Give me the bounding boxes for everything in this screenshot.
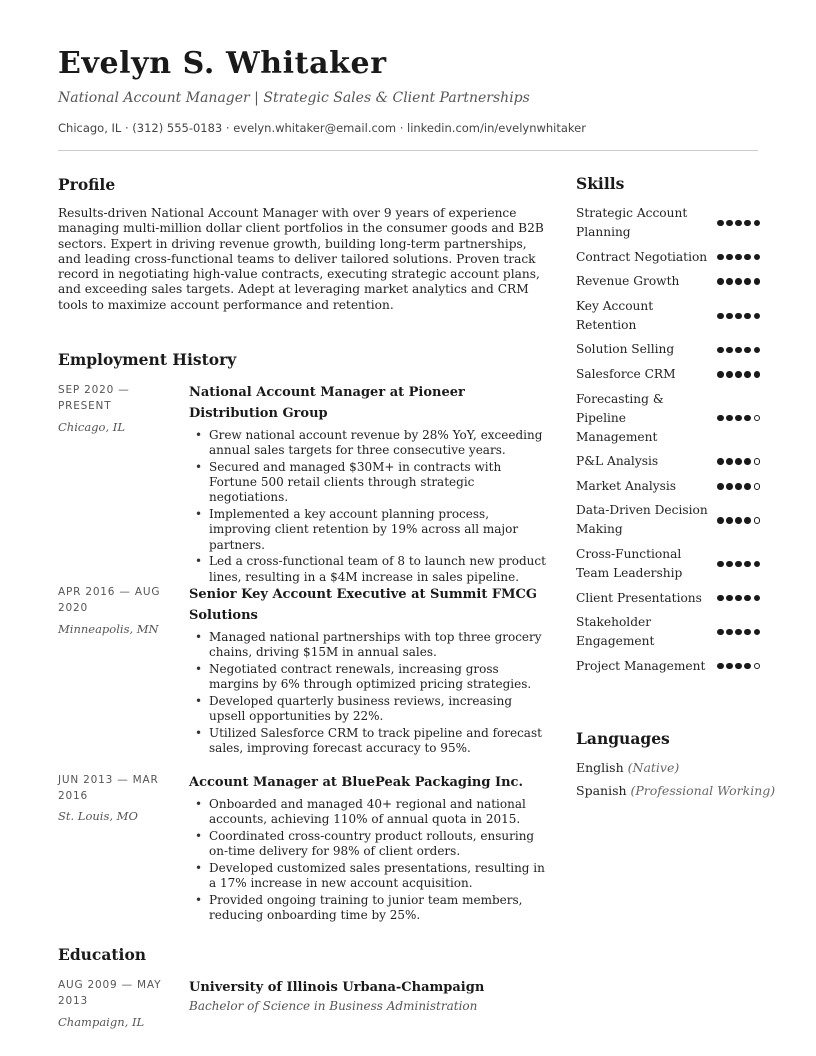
filled-dot-icon [717,278,724,285]
filled-dot-icon [754,561,761,568]
language-name: English [576,760,624,775]
skill-item [576,657,762,676]
filled-dot-icon [717,313,724,320]
job-bullet [189,554,551,584]
job-bullet-text: Negotiated contract renewals, increasing gross margins by 6% through optimized pricing strategies. [209,662,532,692]
filled-dot-icon [726,517,733,524]
filled-dot-icon [744,254,751,261]
job-dates: JUN 2013 — MAR 2016 [58,774,159,802]
skill-item [576,589,762,608]
filled-dot-icon [754,313,761,320]
filled-dot-icon [717,415,724,422]
skill-item [576,297,762,335]
job-bullet-text: Grew national account revenue by 28% YoY, exceeding annual sales targets for three consecutive years. [209,428,543,458]
bullet-icon: • [195,428,203,442]
job-bullet [189,861,551,891]
filled-dot-icon [717,371,724,378]
filled-dot-icon [717,517,724,524]
filled-dot-icon [754,254,761,261]
filled-dot-icon [744,278,751,285]
job-bullet [189,797,551,827]
filled-dot-icon [744,595,751,602]
skill-rating [717,561,760,568]
job-dates: SEP 2020 — PRESENT [58,384,130,412]
skill-item [576,272,762,291]
bullet-icon: • [195,554,203,569]
job-bullet-text: Developed customized sales presentations, resulting in a 17% increase in new account acquisition. [209,861,545,891]
job-bullet [189,460,551,506]
filled-dot-icon [735,483,742,490]
filled-dot-icon [735,254,742,261]
language-item [576,760,679,775]
employment-heading: Employment History [58,350,237,369]
job-bullets [189,428,551,586]
bullet-icon: • [195,460,203,474]
filled-dot-icon [726,663,733,670]
filled-dot-icon [754,278,761,285]
filled-dot-icon [735,278,742,285]
contact-line: Chicago, IL · (312) 555-0183 · evelyn.whitaker@email.com · linkedin.com/in/evelynwhitaker [58,121,586,135]
skill-rating [717,629,760,636]
job-bullet-text: Implemented a key account planning process, improving client retention by 19% across all major partners. [209,507,519,552]
job-location: Minneapolis, MN [58,622,159,636]
skill-item [576,340,762,359]
skill-item [576,248,762,267]
job-bullet-text: Provided ongoing training to junior team members, reducing onboarding time by 25%. [209,893,523,923]
filled-dot-icon [735,220,742,227]
bullet-icon: • [195,726,203,740]
skill-item [576,477,762,496]
skill-rating [717,278,760,285]
profile-heading: Profile [58,175,116,194]
skill-name: Stakeholder Engagement [576,615,655,649]
empty-dot-icon [754,415,761,422]
job-bullet-text: Onboarded and managed 40+ regional and national accounts, achieving 110% of annual quota in 2015. [209,797,526,827]
filled-dot-icon [744,220,751,227]
skills-heading: Skills [576,174,625,193]
filled-dot-icon [726,595,733,602]
job-bullet-text: Secured and managed $30M+ in contracts with Fortune 500 retail clients through strategic negotiations. [209,460,502,505]
filled-dot-icon [754,347,761,354]
filled-dot-icon [744,313,751,320]
job-title: Account Manager at BluePeak Packaging Inc. [189,775,523,790]
filled-dot-icon [735,629,742,636]
filled-dot-icon [726,483,733,490]
filled-dot-icon [726,458,733,465]
bullet-icon: • [195,662,203,676]
skill-name: Market Analysis [576,478,677,493]
filled-dot-icon [735,595,742,602]
job-bullet [189,507,551,553]
bullet-icon: • [195,630,203,644]
job-bullet [189,428,551,458]
filled-dot-icon [726,313,733,320]
filled-dot-icon [754,629,761,636]
filled-dot-icon [744,371,751,378]
skill-name: Revenue Growth [576,274,680,289]
skill-name: Contract Negotiation [576,249,708,264]
skill-item [576,204,762,242]
filled-dot-icon [735,458,742,465]
filled-dot-icon [744,629,751,636]
filled-dot-icon [744,347,751,354]
filled-dot-icon [744,415,751,422]
filled-dot-icon [735,371,742,378]
filled-dot-icon [726,254,733,261]
skill-rating [717,220,760,227]
filled-dot-icon [735,517,742,524]
job-bullet [189,726,551,756]
skill-item [576,501,762,539]
filled-dot-icon [717,595,724,602]
bullet-icon: • [195,829,203,843]
filled-dot-icon [717,220,724,227]
profile-text: Results-driven National Account Manager with over 9 years of experience managing multi-million dollar client portfolios in the consumer goods and B2B sectors. Expert in driving revenue growth, building long-term partnerships, and leading cross-functional teams to deliver tailored solutions. Proven track record in negotiating high-value contracts, executing strategic account plans, and exceeding sales targets. Adept at leveraging market analytics and CRM tools to maximize account performance and retention. [58,206,544,312]
skill-rating [717,347,760,354]
job-bullet [189,829,551,859]
skill-rating [717,458,760,465]
skill-rating [717,313,760,320]
bullet-icon: • [195,507,203,522]
skill-item [576,390,762,447]
filled-dot-icon [744,663,751,670]
filled-dot-icon [717,561,724,568]
skill-rating [717,371,760,378]
skill-rating [717,483,760,490]
bullet-icon: • [195,797,203,811]
skill-name: Data-Driven Decision Making [576,503,708,537]
job-bullet-text: Developed quarterly business reviews, increasing upsell opportunities by 22%. [209,694,513,724]
skill-item [576,365,762,384]
filled-dot-icon [754,595,761,602]
skill-rating [717,595,760,602]
skill-item [576,613,762,651]
skill-name: Solution Selling [576,342,675,357]
education-location: Champaign, IL [58,1015,145,1029]
filled-dot-icon [735,561,742,568]
language-item [576,783,775,798]
skill-name: Project Management [576,658,706,673]
filled-dot-icon [735,663,742,670]
languages-heading: Languages [576,729,670,748]
skill-rating [717,254,760,261]
job-title: Senior Key Account Executive at Summit FMCG Solutions [189,587,537,623]
education-degree: Bachelor of Science in Business Administration [189,999,478,1013]
job-bullet [189,662,551,692]
skill-item [576,452,762,471]
filled-dot-icon [717,347,724,354]
filled-dot-icon [726,278,733,285]
job-bullet-text: Led a cross-functional team of 8 to launch new product lines, resulting in a $4M increase in sales pipeline. [209,554,546,584]
filled-dot-icon [717,483,724,490]
bullet-icon: • [195,861,203,875]
empty-dot-icon [754,483,761,490]
skill-rating [717,663,760,670]
job-location: St. Louis, MO [58,809,138,823]
filled-dot-icon [735,313,742,320]
skill-name: P&L Analysis [576,454,659,469]
filled-dot-icon [726,415,733,422]
filled-dot-icon [744,561,751,568]
language-level: (Professional Working) [630,783,776,798]
job-bullet [189,694,551,724]
skill-name: Cross-Functional Team Leadership [576,546,683,580]
header-divider [58,150,758,151]
job-bullet-text: Utilized Salesforce CRM to track pipeline and forecast sales, improving forecast accuracy to 95%. [209,726,542,756]
job-bullet-text: Coordinated cross-country product rollouts, ensuring on-time delivery for 98% of client orders. [209,829,535,859]
education-school: University of Illinois Urbana-Champaign [189,980,485,995]
filled-dot-icon [726,371,733,378]
filled-dot-icon [726,347,733,354]
job-title: National Account Manager at Pioneer Distribution Group [189,385,465,421]
candidate-name: Evelyn S. Whitaker [58,46,387,81]
skill-name: Forecasting & Pipeline Management [576,391,664,444]
job-bullet-text: Managed national partnerships with top three grocery chains, driving $15M in annual sales. [209,630,542,660]
empty-dot-icon [754,458,761,465]
job-bullets [189,630,551,758]
skill-rating [717,517,760,524]
filled-dot-icon [717,629,724,636]
filled-dot-icon [744,483,751,490]
filled-dot-icon [717,663,724,670]
filled-dot-icon [726,220,733,227]
language-name: Spanish [576,783,627,798]
job-bullets [189,797,551,925]
filled-dot-icon [735,415,742,422]
filled-dot-icon [726,629,733,636]
skill-name: Client Presentations [576,590,702,605]
filled-dot-icon [717,458,724,465]
empty-dot-icon [754,663,761,670]
filled-dot-icon [735,347,742,354]
skill-name: Strategic Account Planning [576,206,688,239]
bullet-icon: • [195,893,203,907]
filled-dot-icon [726,561,733,568]
skills-list [576,204,762,681]
language-level: (Native) [627,760,680,775]
empty-dot-icon [754,517,761,524]
skill-name: Key Account Retention [576,298,654,332]
bullet-icon: • [195,694,203,708]
filled-dot-icon [754,220,761,227]
job-dates: APR 2016 — AUG 2020 [58,586,161,614]
job-location: Chicago, IL [58,420,125,434]
education-heading: Education [58,945,147,964]
skill-rating [717,415,760,422]
filled-dot-icon [744,458,751,465]
job-bullet [189,893,551,923]
skill-item [576,545,762,583]
filled-dot-icon [754,371,761,378]
education-dates: AUG 2009 — MAY 2013 [58,979,162,1007]
candidate-headline: National Account Manager | Strategic Sales & Client Partnerships [58,90,530,106]
skill-name: Salesforce CRM [576,366,676,381]
filled-dot-icon [717,254,724,261]
filled-dot-icon [744,517,751,524]
job-bullet [189,630,551,660]
